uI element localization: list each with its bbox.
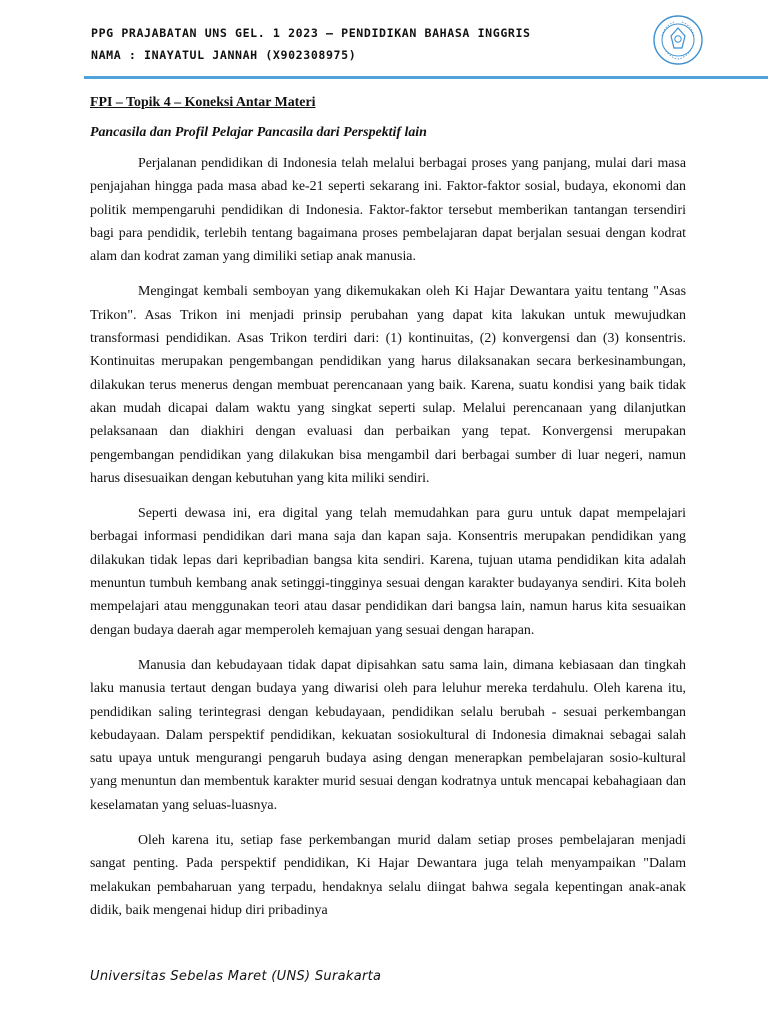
page-header [0,0,768,80]
header-divider [84,76,768,79]
footer-institution: Universitas Sebelas Maret (UNS) Surakarta [90,969,382,984]
paragraph: Mengingat kembali semboyan yang dikemukakan oleh Ki Hajar Dewantara yaitu tentang "Asas Trikon". Asas Trikon ini menjadi prinsip perubahan yang dapat kita lakukan untuk mewujudkan transformasi pendidikan. Asas Trikon terdiri dari: (1) kontinuitas, (2) konvergensi dan (3) konsentris. Kontinuitas merupakan pengembangan pendidikan yang harus dilaksanakan secara berkesinambungan, dilakukan terus menerus dengan membuat perencanaan yang baik. Karena, suatu kondisi yang baik tidak akan mudah dicapai dalam waktu yang singkat seperti sulap. Melalui perencanaan yang dilanjutkan pelaksanaan dan diakhiri dengan evaluasi dan perbaikan yang tepat. Konvergensi merupakan pengembangan pendidikan yang dilakukan bisa mengambil dari berbagai sumber di luar negeri, namun harus disesuaikan dengan kebutuhan yang kita miliki sendiri. [90,284,686,486]
document-body [90,94,686,922]
header-name-line: NAMA : INAYATUL JANNAH (X902308975) [91,48,357,62]
paragraph: Seperti dewasa ini, era digital yang telah memudahkan para guru untuk dapat mempelajari berbagai informasi pendidikan dari mana saja dan kapan saja. Konsentris merupakan pendidikan yang dilakukan tidak lepas dari kepribadian bangsa kita sendiri. Karena, tujuan utama pendidikan kita adalah menuntun tumbuh kembang anak setinggi-tingginya sesuai dengan karakter budayanya sendiri. Kita boleh mempelajari atau menggunakan teori atau dasar pendidikan dari bangsa lain, namun harus kita sesuaikan dengan budaya daerah agar memperoleh kemajuan yang sesuai dengan harapan. [90,506,686,638]
paragraph: Oleh karena itu, setiap fase perkembangan murid dalam setiap proses pembelajaran menjadi sangat penting. Pada perspektif pendidikan, Ki Hajar Dewantara juga telah menyampaikan "Dalam melakukan pembaharuan yang terpadu, hendaknya selalu diingat bahwa segala kepentingan anak-anak didik, baik mengenai hidup diri pribadinya [90,833,686,918]
section-subtitle: Pancasila dan Profil Pelajar Pancasila dari Perspektif lain [90,125,427,140]
uns-seal-logo-icon [652,14,704,66]
paragraph: Perjalanan pendidikan di Indonesia telah melalui berbagai proses yang panjang, mulai dari masa penjajahan hingga pada masa abad ke-21 seperti sekarang ini. Faktor-faktor sosial, budaya, ekonomi dan politik mempengaruhi pendidikan di Indonesia. Faktor-faktor tersebut memberikan tantangan tersendiri bagi para pendidik, terlebih tentang bagaimana proses pembelajaran dapat berjalan sesuai dengan kodrat alam dan kodrat zaman yang dimiliki setiap anak manusia. [90,156,686,265]
header-text-block [91,22,531,66]
paragraph: Manusia dan kebudayaan tidak dapat dipisahkan satu sama lain, dimana kebiasaan dan tingkah laku manusia tertaut dengan budaya yang diwarisi oleh para leluhur mereka terdahulu. Oleh karena itu, pendidikan saling terintegrasi dengan kebudayaan, pendidikan selalu berubah - sesuai perkembangan kebudayaan. Dalam perspektif pendidikan, kekuatan sosiokultural di Indonesia dimaknai sebagai salah satu upaya untuk mengurangi pengaruh budaya asing dengan menerapkan pembelajaran sosio-kultural yang menuntun dan membentuk karakter murid sesuai dengan kodratnya untuk mencapai kebahagiaan dan keselamatan yang seluas-luasnya. [90,657,686,813]
section-title: FPI – Topik 4 – Koneksi Antar Materi [90,95,316,110]
header-program-line: PPG PRAJABATAN UNS GEL. 1 2023 – PENDIDIKAN BAHASA INGGRIS [91,26,531,40]
